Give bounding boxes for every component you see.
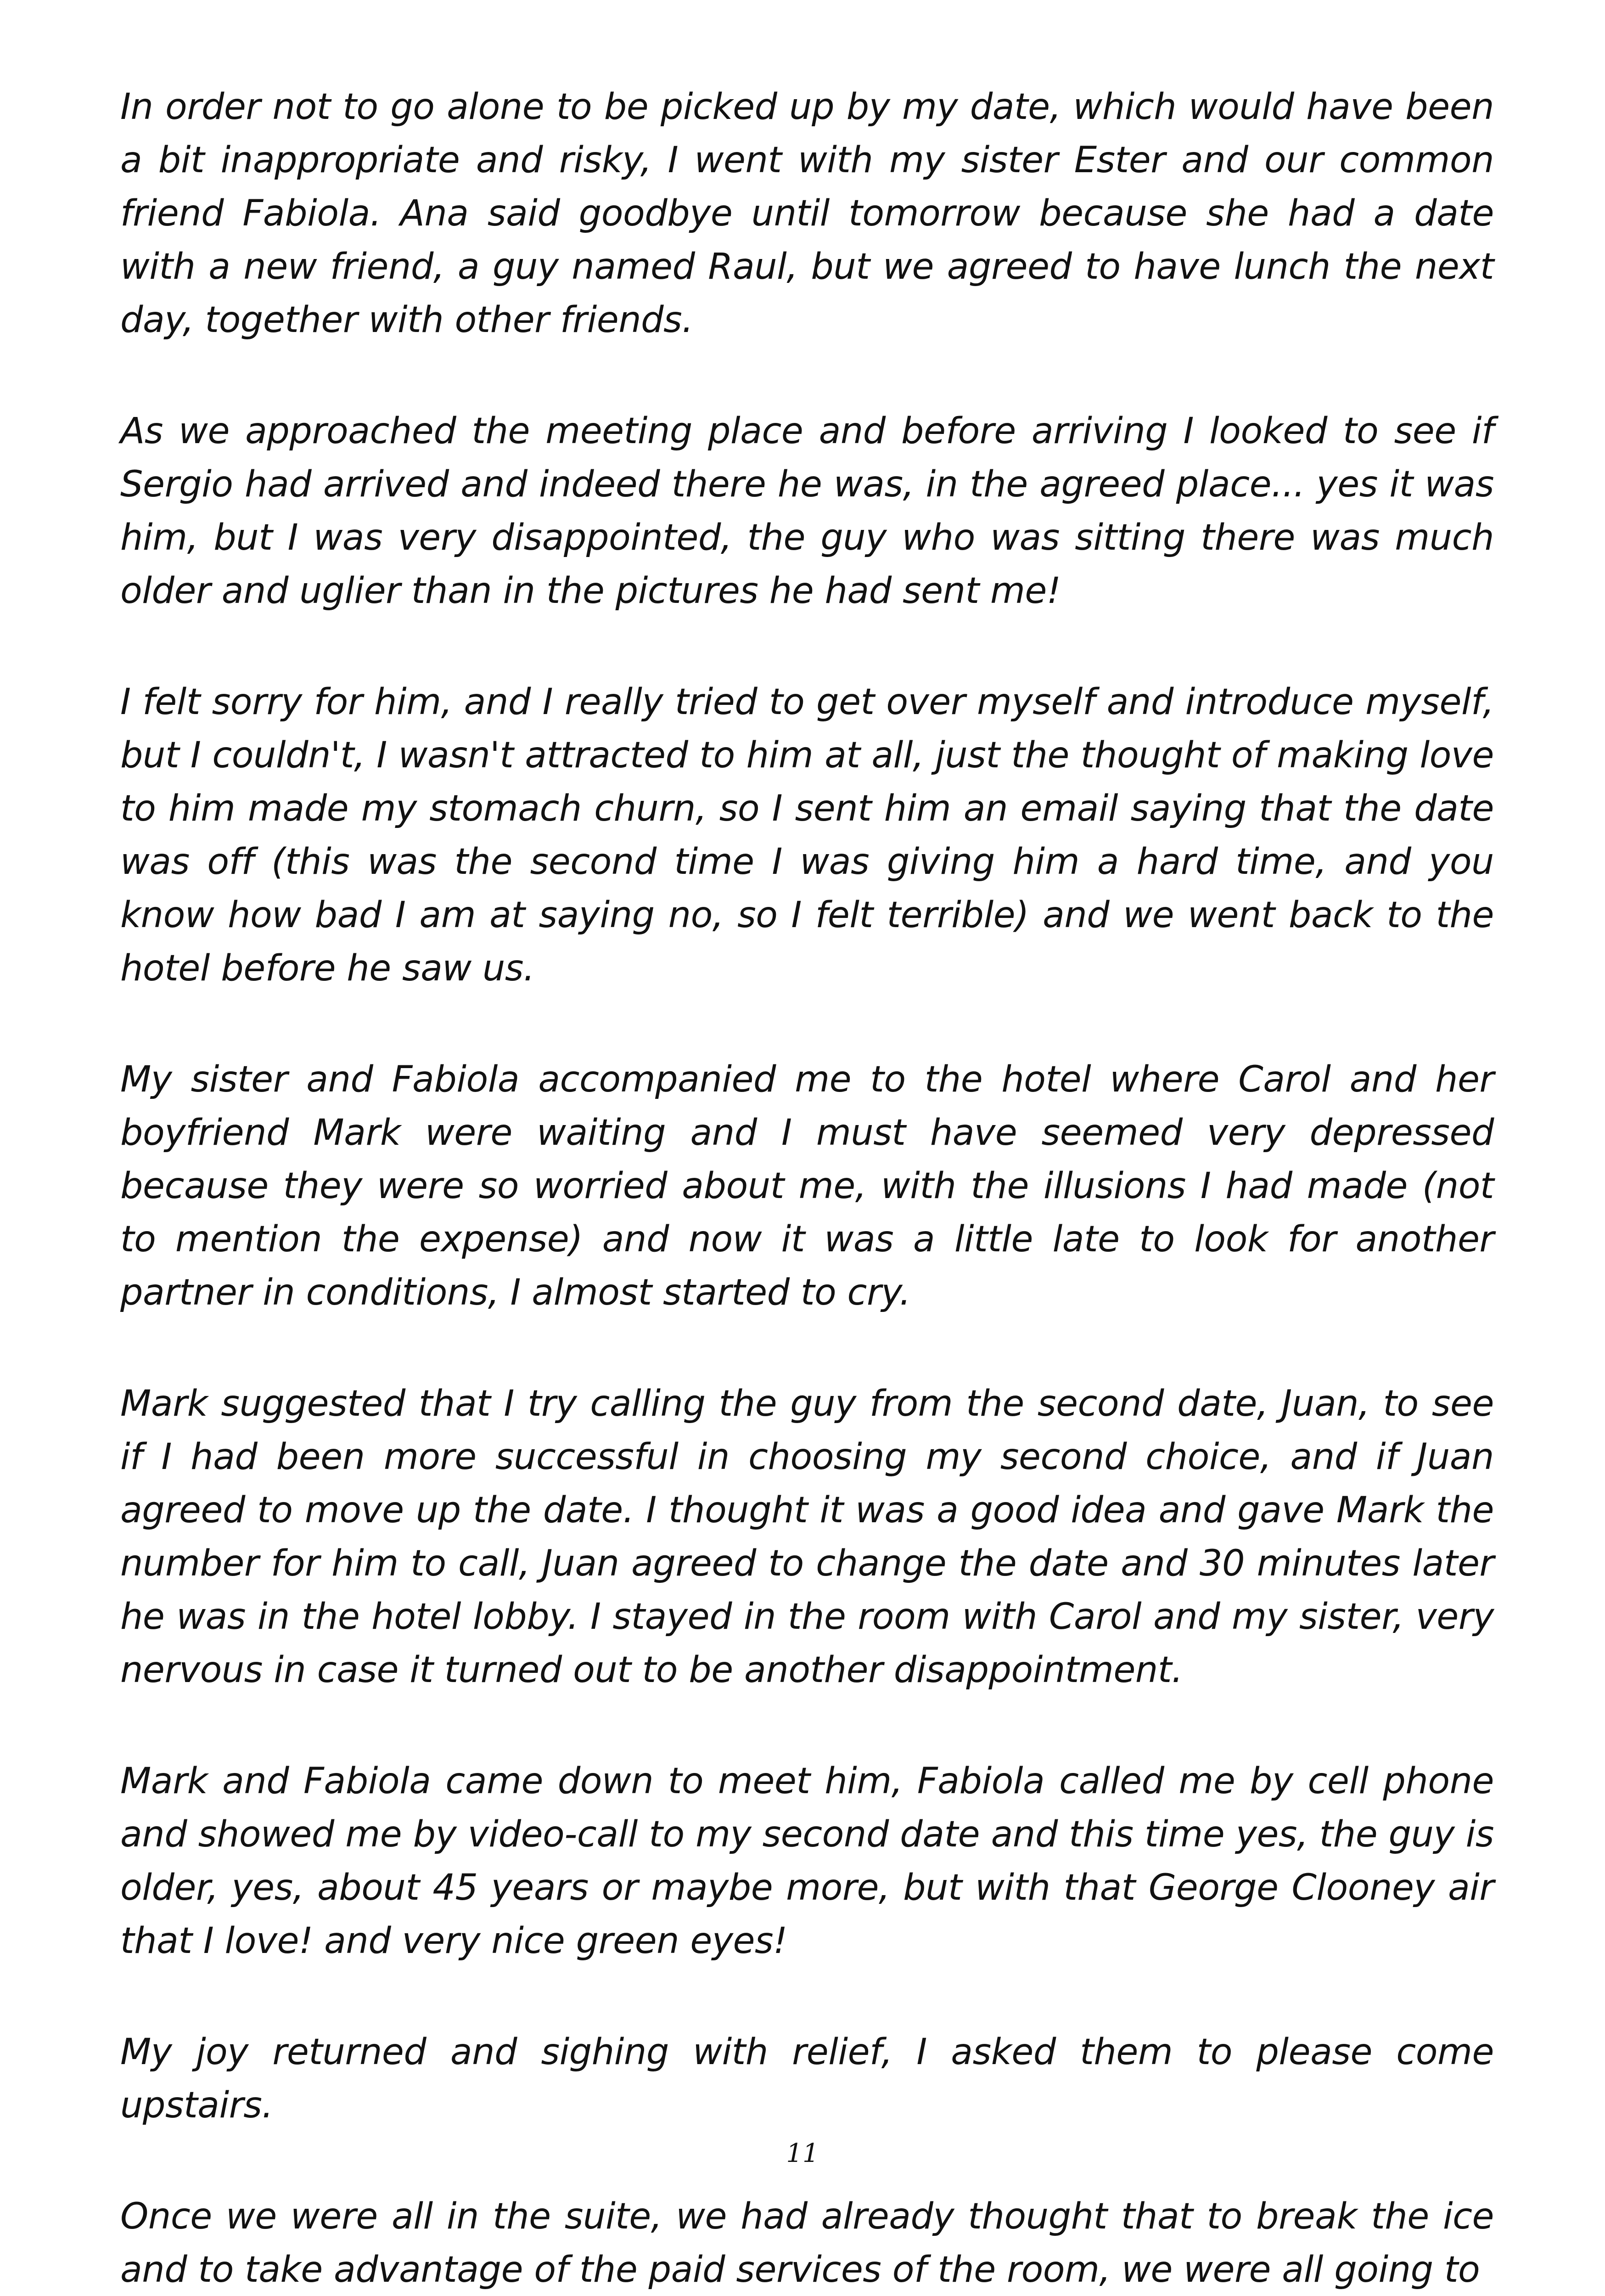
paragraph: In order not to go alone to be picked up by my date, which would have been a bit inappropriate and risky, I went with my sister Ester and our common friend Fabiola. Ana said goodbye until tomorrow because she had a date with a new friend, a guy named Raul, but we agreed to have lunch the next day, together with other friends. — [120, 86, 1494, 341]
paragraph: I felt sorry for him, and I really tried to get over myself and introduce myself, but I couldn't, I wasn't attracted to him at all, just the thought of making love to him made my stomach churn, so I sent him an email saying that the date was off (this was the second time I was giving him a hard time, and you know how bad I am at saying no, so I felt terrible) and we went back to the hotel before he saw us. — [120, 681, 1494, 989]
paragraph: As we approached the meeting place and before arriving I looked to see if Sergio had arrived and indeed there he was, in the agreed place... yes it was him, but I was very disappointed, the guy who was sitting there was much older and uglier than in the pictures he had sent me! — [120, 411, 1494, 612]
paragraph: Mark suggested that I try calling the guy from the second date, Juan, to see if I had been more successful in choosing my second choice, and if Juan agreed to move up the date. I thought it was a good idea and gave Mark the number for him to call, Juan agreed to change the date and 30 minutes later he was in the hotel lobby. I stayed in the room with Carol and my sister, very nervous in case it turned out to be another disappointment. — [120, 1383, 1494, 1691]
paragraph: My sister and Fabiola accompanied me to the hotel where Carol and her boyfriend Mark were waiting and I must have seemed very depressed because they were so worried about me, with the illusions I had made (not to mention the expense) and now it was a little late to look for another partner in conditions, I almost started to cry. — [120, 1059, 1494, 1313]
paragraph: Once we were all in the suite, we had already thought that to break the ice and to take advantage of the paid services of the room, we were all going to — [120, 2196, 1494, 2290]
page-number: 11 — [786, 2138, 819, 2168]
paragraph: My joy returned and sighing with relief, I asked them to please come upstairs. — [120, 2032, 1494, 2126]
body-text — [120, 80, 1494, 2296]
paragraph: Mark and Fabiola came down to meet him, Fabiola called me by cell phone and showed me by video-call to my second date and this time yes, the guy is older, yes, about 45 years or maybe more, but with that George Clooney air that I love! and very nice green eyes! — [120, 1761, 1494, 1962]
